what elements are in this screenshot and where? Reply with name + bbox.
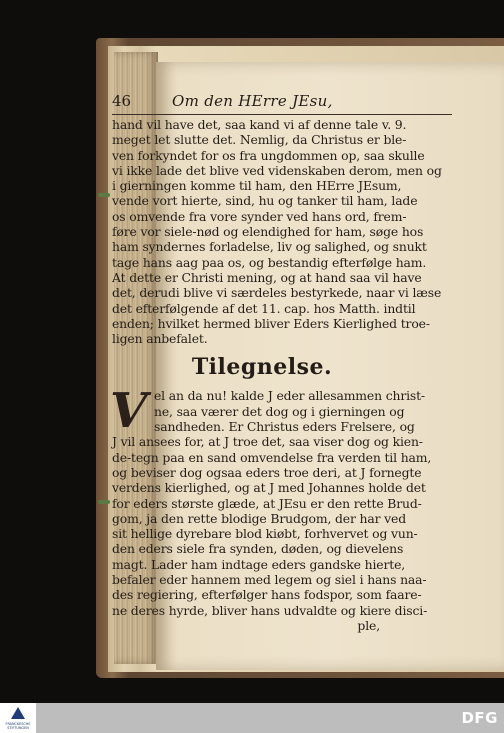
text-line: enden; hvilket hermed bliver Eders Kierlighed troe-	[112, 315, 430, 331]
section-title: Tilegnelse.	[191, 354, 333, 381]
text-line: ven forkyndet for os fra ungdommen op, saa skulle	[112, 147, 425, 163]
catchword: ple,	[357, 617, 380, 633]
logo-text: FRANCKESCHE STIFTUNGEN	[5, 722, 31, 730]
paragraph-top	[112, 117, 482, 346]
text-line: det efterfølgende af det 11. cap. hos Matth. indtil	[112, 300, 416, 316]
institution-logo	[0, 703, 36, 733]
running-head: Om den HErre JEsu,	[172, 92, 333, 110]
text-line: el an da nu! kalde J eder allesammen christ-	[154, 388, 425, 404]
text-line: hand vil have det, saa kand vi af denne tale v. 9.	[112, 117, 407, 132]
text-line: os omvende fra vore synder ved hans ord, frem-	[112, 208, 407, 224]
footer-bar	[0, 703, 504, 733]
text-line: og beviser dog ogsaa eders troe deri, at J fornegte	[112, 464, 422, 480]
text-line: gom, ja den rette blodige Brudgom, der har ved	[112, 510, 406, 526]
text-line: den eders siele fra synden, døden, og dievelens	[112, 541, 404, 557]
green-thread-clip	[98, 500, 110, 504]
text-line: vende vort hierte, sind, hu og tanker til ham, lade	[112, 193, 418, 209]
dfg-logo: DFG	[461, 709, 498, 727]
text-line: meget let slutte det. Nemlig, da Christus er ble-	[112, 132, 407, 148]
logo-triangle-icon	[11, 707, 25, 719]
text-line: des regiering, efterfølger hans fodspor, som faare-	[112, 587, 422, 603]
decorated-initial: V	[110, 383, 148, 440]
text-line: ne deres hyrde, bliver hans udvaldte og kiere disci-	[112, 602, 428, 618]
text-line: ne, saa værer det dog og i gierningen og	[154, 403, 405, 419]
dropcap-paragraph	[110, 383, 482, 440]
text-line: tage hans aag paa os, og bestandig efterfølge ham.	[112, 254, 427, 270]
text-line: det, derudi blive vi særdeles bestyrkede, naar vi læse	[112, 285, 442, 301]
page-header	[112, 92, 452, 115]
text-line: verdens kierlighed, og at J med Johannes holde det	[112, 480, 426, 496]
text-line: føre vor siele-nød og elendighed for ham, søge hos	[112, 224, 424, 240]
text-line: J vil ansees for, at J troe det, saa viser dog og kien-	[112, 434, 423, 450]
text-line: ham syndernes forladelse, liv og salighed, og snukt	[112, 239, 427, 255]
paragraph-bottom	[112, 434, 482, 618]
text-line: vi ikke lade det blive ved videnskaben derom, men og	[112, 162, 442, 178]
green-thread-clip	[98, 193, 110, 197]
page-number: 46	[112, 92, 132, 110]
indented-lines	[110, 383, 482, 440]
text-line: ligen anbefalet.	[112, 331, 208, 347]
text-line: magt. Lader ham indtage eders gandske hierte,	[112, 556, 406, 572]
text-line: i gierningen komme til ham, den HErre JEsum,	[112, 178, 402, 194]
text-line: sit hellige dyrebare blod kiøbt, forhvervet og vun-	[112, 526, 418, 542]
text-line: sandheden. Er Christus eders Frelsere, og	[154, 419, 415, 435]
text-line: befaler eder hannem med legem og siel i hans naa-	[112, 572, 427, 588]
text-line: At dette er Christi mening, og at hand saa vil have	[112, 269, 422, 285]
page-content	[112, 92, 482, 633]
text-line: de-tegn paa en sand omvendelse fra verden til ham,	[112, 449, 432, 465]
text-line: for eders største glæde, at JEsu er den rette Brud-	[112, 495, 422, 511]
